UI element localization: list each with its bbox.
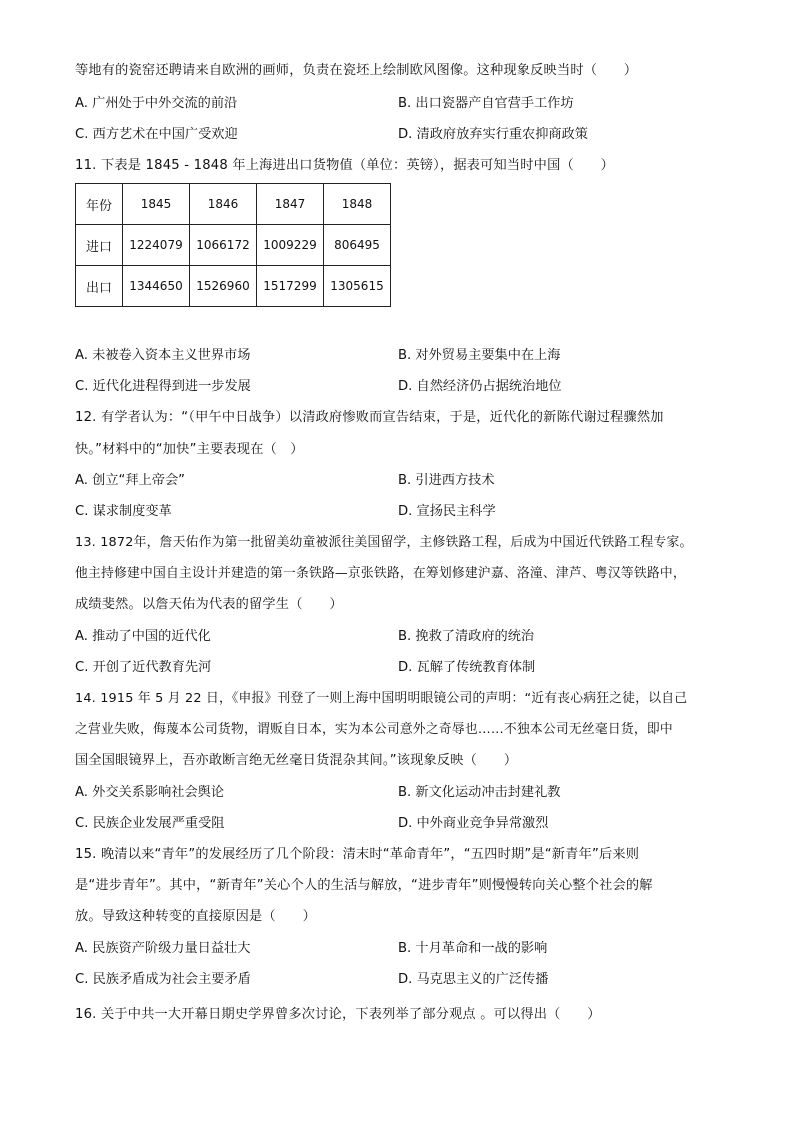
- q14-stem-line-2: 之营业失败，侮蔑本公司货物，谓贩自日本，实为本公司意外之奇辱也……不独本公司无丝毫日货，即中: [75, 722, 673, 737]
- q15-stem-line-3: 放。导致这种转变的直接原因是（ ）: [75, 909, 316, 924]
- q12-option-c: C. 谋求制度变革: [75, 504, 172, 519]
- q13-stem-line-3: 成绩斐然。以詹天佑为代表的留学生（ ）: [75, 597, 343, 612]
- table-cell: 出口: [76, 266, 123, 307]
- q14-option-d: D. 中外商业竞争异常激烈: [398, 816, 549, 831]
- q15-stem-line-2: 是“进步青年”。其中，“新青年”关心个人的生活与解放，“进步青年”则慢慢转向关心整个社会的解: [75, 878, 653, 893]
- table-row: [76, 225, 391, 266]
- q11-option-a: A. 未被卷入资本主义世界市场: [75, 348, 251, 363]
- q12-option-b: B. 引进西方技术: [398, 473, 495, 488]
- q11-trade-table: [75, 183, 391, 307]
- q14-option-a: A. 外交关系影响社会舆论: [75, 785, 225, 800]
- q14-stem-line-3: 国全国眼镜界上，吾亦敢断言绝无丝毫日货混杂其间。”该现象反映（ ）: [75, 753, 518, 768]
- table-header-cell: 1845: [123, 184, 190, 225]
- q13-stem-line-1: 13. 1872年，詹天佑作为第一批留美幼童被派往美国留学，主修铁路工程，后成为中国近代铁路工程专家。: [75, 535, 693, 550]
- table-header-cell: 1848: [324, 184, 391, 225]
- q14-stem-line-1: 14. 1915 年 5 月 22 日，《申报》刊登了一则上海中国明明眼镜公司的声明：“近有丧心病狂之徒，以自己: [75, 691, 688, 706]
- table-cell: 1526960: [190, 266, 257, 307]
- q12-stem-line-1: 12. 有学者认为：“（甲午中日战争）以清政府惨败而宣告结束，于是，近代化的新陈代谢过程骤然加: [75, 410, 664, 425]
- q13-option-c: C. 开创了近代教育先河: [75, 660, 212, 675]
- q11-stem: 11. 下表是 1845 - 1848 年上海进出口货物值（单位：英镑），据表可知当时中国（ ）: [75, 158, 615, 173]
- table-header-cell: 1847: [257, 184, 324, 225]
- q11-option-b: B. 对外贸易主要集中在上海: [398, 348, 561, 363]
- q15-stem-line-1: 15. 晚清以来“青年”的发展经历了几个阶段：清末时“革命青年”，“五四时期”是“新青年”后来则: [75, 847, 640, 862]
- q15-option-c: C. 民族矛盾成为社会主要矛盾: [75, 972, 251, 987]
- q15-option-a: A. 民族资产阶级力量日益壮大: [75, 941, 251, 956]
- table-cell: 1224079: [123, 225, 190, 266]
- q13-stem-line-2: 他主持修建中国自主设计并建造的第一条铁路—京张铁路，在筹划修建沪嘉、洛潼、津芦、粤汉等铁路中，: [75, 566, 686, 581]
- q12-option-a: A. 创立“拜上帝会”: [75, 473, 185, 488]
- q13-option-d: D. 瓦解了传统教育体制: [398, 660, 536, 675]
- table-cell: 进口: [76, 225, 123, 266]
- table-cell: 1066172: [190, 225, 257, 266]
- q14-option-c: C. 民族企业发展严重受阻: [75, 816, 225, 831]
- q11-option-d: D. 自然经济仍占据统治地位: [398, 379, 562, 394]
- q12-option-d: D. 宣扬民主科学: [398, 504, 496, 519]
- table-cell: 1344650: [123, 266, 190, 307]
- q15-option-b: B. 十月革命和一战的影响: [398, 941, 548, 956]
- table-cell: 1517299: [257, 266, 324, 307]
- table-row: [76, 266, 391, 307]
- q15-option-d: D. 马克思主义的广泛传播: [398, 972, 549, 987]
- table-cell: 1009229: [257, 225, 324, 266]
- q13-option-a: A. 推动了中国的近代化: [75, 629, 211, 644]
- q14-option-b: B. 新文化运动冲击封建礼教: [398, 785, 561, 800]
- q10-option-a: A. 广州处于中外交流的前沿: [75, 96, 238, 111]
- q10-option-d: D. 清政府放弃实行重农抑商政策: [398, 127, 588, 142]
- q10-stem: 等地有的瓷窑还聘请来自欧洲的画师，负责在瓷坯上绘制欧风图像。这种现象反映当时（ ）: [75, 63, 638, 78]
- table-cell: 806495: [324, 225, 391, 266]
- q16-stem: 16. 关于中共一大开幕日期史学界曾多次讨论，下表列举了部分观点 。可以得出（ ）: [75, 1007, 601, 1022]
- q10-option-c: C. 西方艺术在中国广受欢迎: [75, 127, 238, 142]
- q10-option-b: B. 出口瓷器产自官营手工作坊: [398, 96, 574, 111]
- q11-option-c: C. 近代化进程得到进一步发展: [75, 379, 251, 394]
- q12-stem-line-2: 快。”材料中的“加快”主要表现在（ ）: [75, 442, 304, 457]
- table-header-cell: 年份: [76, 184, 123, 225]
- table-header-row: [76, 184, 391, 225]
- q13-option-b: B. 挽救了清政府的统治: [398, 629, 535, 644]
- table-cell: 1305615: [324, 266, 391, 307]
- table-header-cell: 1846: [190, 184, 257, 225]
